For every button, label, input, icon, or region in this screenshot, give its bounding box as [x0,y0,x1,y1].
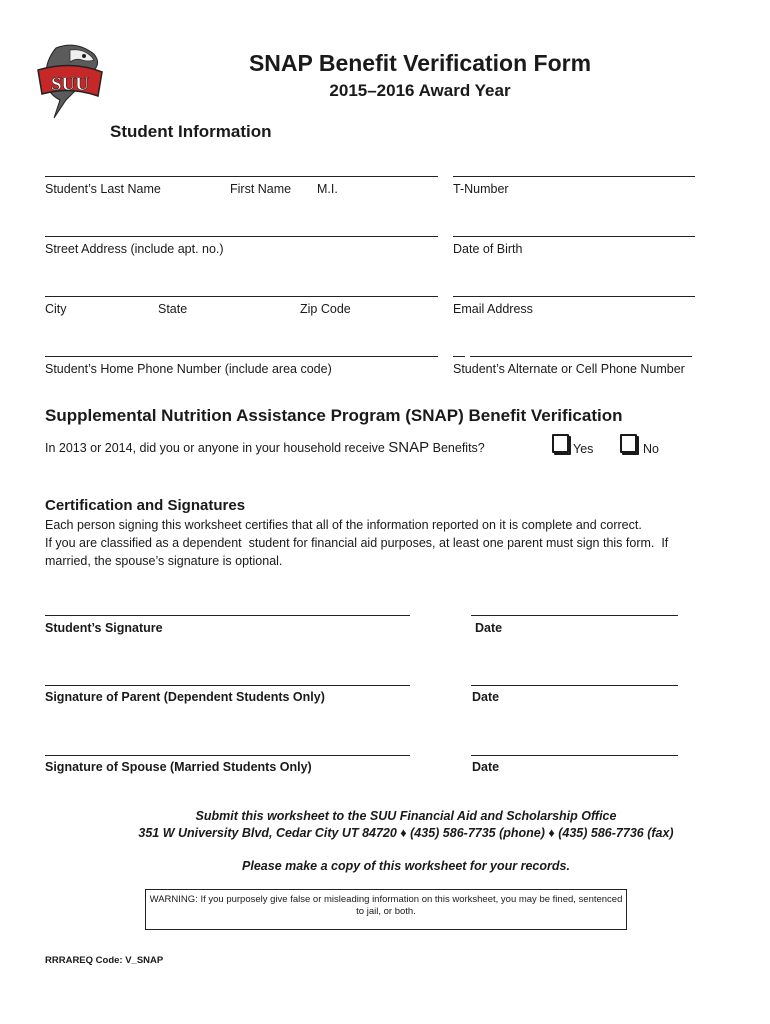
email-label: Email Address [453,302,533,316]
submit-instructions: Submit this worksheet to the SUU Financial Aid and Scholarship Office [195,809,617,823]
form-code: RRRAREQ Code: V_SNAP [45,955,164,966]
alt-phone-line-b[interactable] [470,356,692,357]
spouse-signature-line[interactable] [45,755,410,756]
state-label: State [158,302,188,316]
warning-text: WARNING: If you purposely give false or misleading information on this worksheet, you may be fined, sentenced to jail, or both. [149,894,623,917]
parent-date-label: Date [472,690,500,704]
snap-question-snap: SNAP [388,439,430,456]
dob-label: Date of Birth [453,242,523,256]
snap-question-post: Benefits? [429,441,485,455]
dob-line[interactable] [453,236,695,237]
mi-label: M.I. [317,182,338,196]
form-title: SNAP Benefit Verification Form [248,50,592,76]
office-address: 351 W University Blvd, Cedar City UT 84720 ♦ (435) 586-7735 (phone) ♦ (435) 586-7736 (fax) [138,826,674,840]
spouse-date-label: Date [472,760,500,774]
yes-label: Yes [573,442,594,456]
first-name-label: First Name [230,182,292,196]
city-line[interactable] [45,296,438,297]
no-checkbox[interactable] [620,434,637,453]
student-signature-label: Student’s Signature [45,621,163,635]
t-number-line[interactable] [453,176,695,177]
cert-line-3: married, the spouse’s signature is optional. [45,554,283,568]
cert-line-2: If you are classified as a dependent student for financial aid purposes, at least one parent must sign this form. If [45,536,669,550]
parent-date-line[interactable] [471,685,678,686]
email-line[interactable] [453,296,695,297]
parent-signature-line[interactable] [45,685,410,686]
student-signature-line[interactable] [45,615,410,616]
cert-line-1: Each person signing this worksheet certifies that all of the information reported on it is complete and correct. [45,518,642,532]
home-phone-line[interactable] [45,356,438,357]
warning-box [145,889,627,930]
street-line[interactable] [45,236,438,237]
suu-logo [36,42,108,120]
snap-question [45,439,485,456]
city-label: City [45,302,67,316]
logo-text: SUU [50,74,90,95]
zip-label: Zip Code [300,302,351,316]
spouse-date-line[interactable] [471,755,678,756]
last-name-label: Student’s Last Name [45,182,161,196]
parent-signature-label: Signature of Parent (Dependent Students Only) [45,690,325,704]
yes-checkbox[interactable] [552,434,569,453]
certification-heading: Certification and Signatures [45,497,246,514]
name-line[interactable] [45,176,438,177]
alt-phone-label: Student’s Alternate or Cell Phone Number [453,362,685,376]
snap-question-pre: In 2013 or 2014, did you or anyone in your household receive [45,441,389,455]
student-date-line[interactable] [471,615,678,616]
student-date-label: Date [475,621,503,635]
home-phone-label: Student’s Home Phone Number (include area code) [45,362,332,376]
student-info-heading: Student Information [110,122,272,141]
alt-phone-line-a[interactable] [453,356,465,357]
spouse-signature-label: Signature of Spouse (Married Students Only) [45,760,312,774]
no-label: No [643,442,659,456]
street-label: Street Address (include apt. no.) [45,242,224,256]
snap-heading: Supplemental Nutrition Assistance Program (SNAP) Benefit Verification [45,406,623,425]
t-number-label: T-Number [453,182,509,196]
copy-reminder: Please make a copy of this worksheet for your records. [242,859,570,873]
form-subtitle: 2015–2016 Award Year [329,81,511,100]
